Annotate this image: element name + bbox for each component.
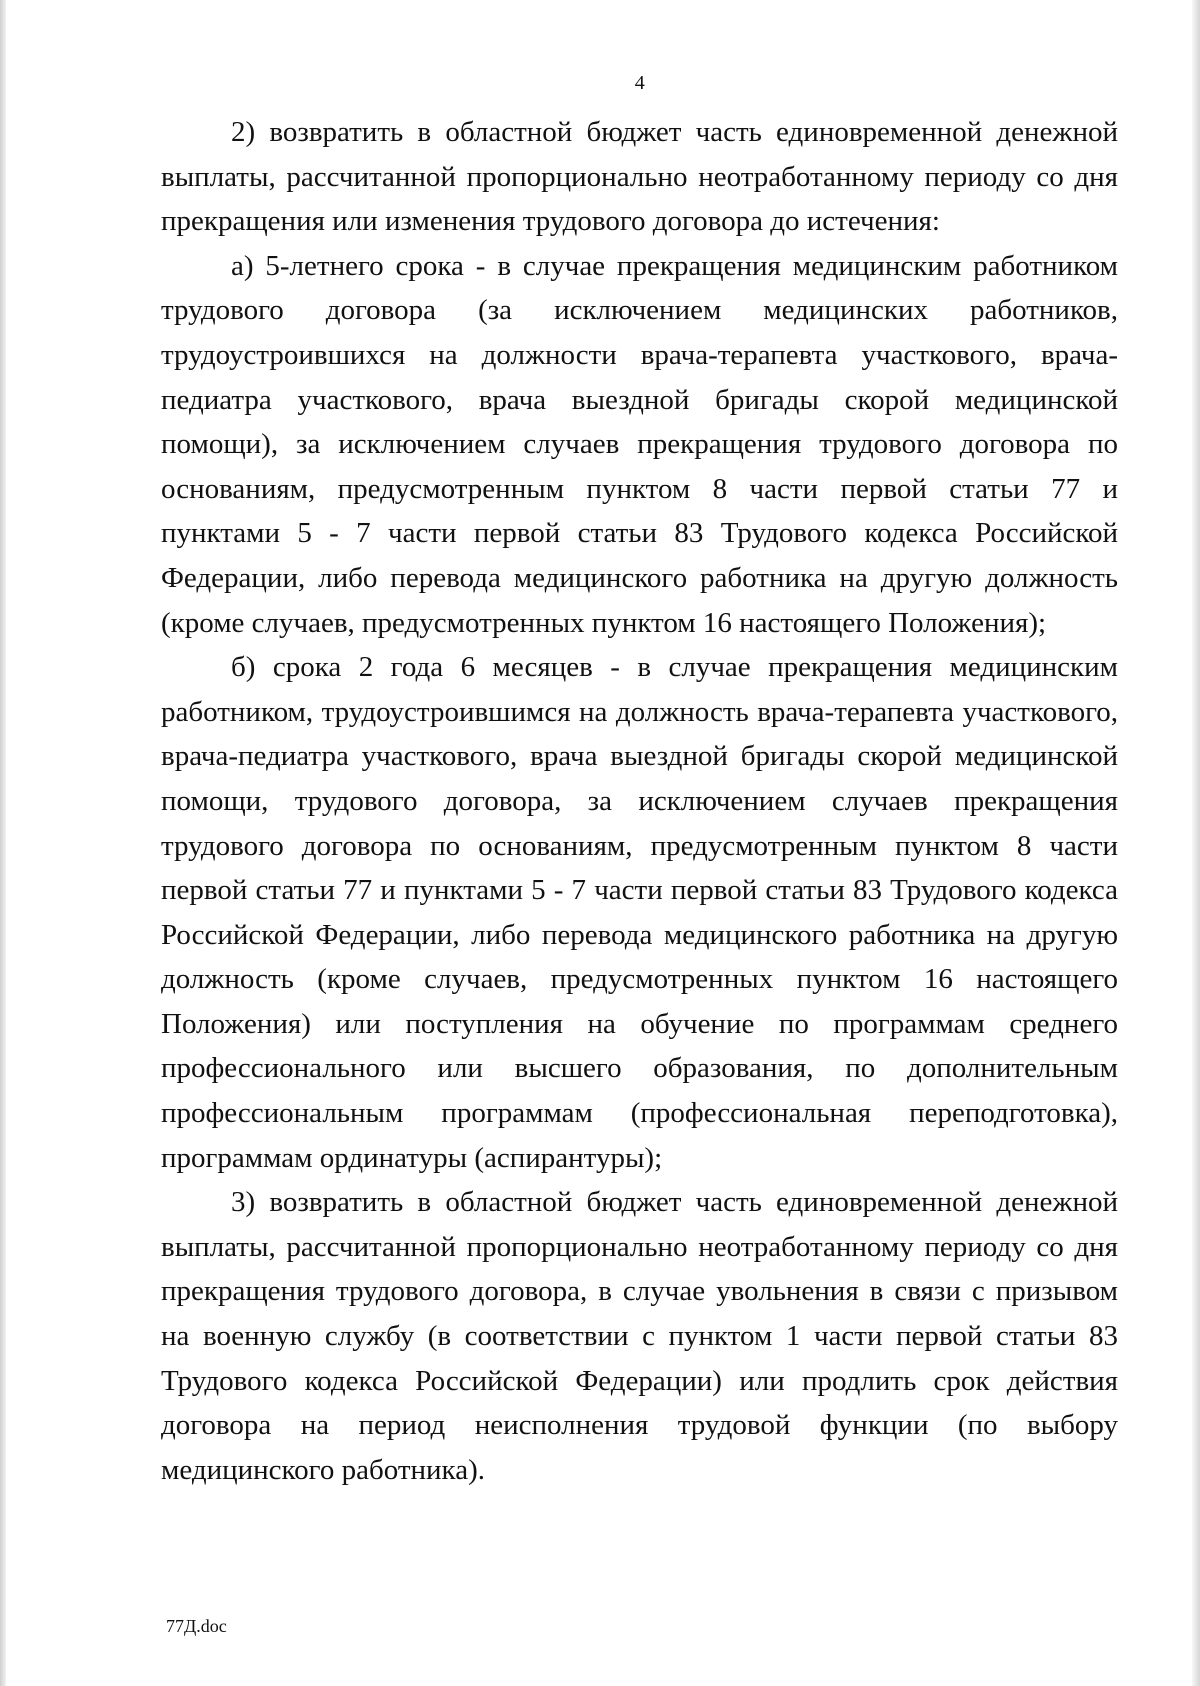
page-number: 4 xyxy=(634,72,646,94)
scan-edge-left xyxy=(0,0,6,1686)
footer-filename: 77Д.doc xyxy=(166,1616,227,1636)
document-body xyxy=(161,110,1118,1492)
scan-edge-right xyxy=(1192,0,1200,1686)
paragraph-item-2: 2) возвратить в областной бюджет часть единовременной денежной выплаты, рассчитанной пропорционально неотработанному периоду со дня прекращения или изменения трудового договора до истечения: xyxy=(161,116,1118,238)
paragraph-subitem-b: б) срока 2 года 6 месяцев - в случае прекращения медицинским работником, трудоустроившимся на должность врача-терапевта участкового, врача-педиатра участкового, врача выездной бригады скорой медицинской помощи, трудового договора, за исключением случаев прекращения трудового договора по основаниям, предусмотренным пунктом 8 части первой статьи 77 и пунктами 5 - 7 части первой статьи 83 Трудового кодекса Российской Федерации, либо перевода медицинского работника на другую должность (кроме случаев, предусмотренных пунктом 16 настоящего Положения) или поступления на обучение по программам среднего профессионального или высшего образования, по дополнительным профессиональным программам (профессиональная переподготовка), программам ординатуры (аспирантуры); xyxy=(161,651,1118,1174)
paragraph-subitem-a: а) 5-летнего срока - в случае прекращения медицинским работником трудового договора (за исключением медицинских работников, трудоустроившихся на должности врача-терапевта участкового, врача-педиатра участкового, врача выездной бригады скорой медицинской помощи), за исключением случаев прекращения трудового договора по основаниям, предусмотренным пунктом 8 части первой статьи 77 и пунктами 5 - 7 части первой статьи 83 Трудового кодекса Российской Федерации, либо перевода медицинского работника на другую должность (кроме случаев, предусмотренных пунктом 16 настоящего Положения); xyxy=(161,249,1118,639)
paragraph-item-3: 3) возвратить в областной бюджет часть единовременной денежной выплаты, рассчитанной пропорционально неотработанному периоду со дня прекращения трудового договора, в случае увольнения в связи с призывом на военную службу (в соответствии с пунктом 1 части первой статьи 83 Трудового кодекса Российской Федерации) или продлить срок действия договора на период неисполнения трудовой функции (по выбору медицинского работника). xyxy=(161,1186,1118,1486)
